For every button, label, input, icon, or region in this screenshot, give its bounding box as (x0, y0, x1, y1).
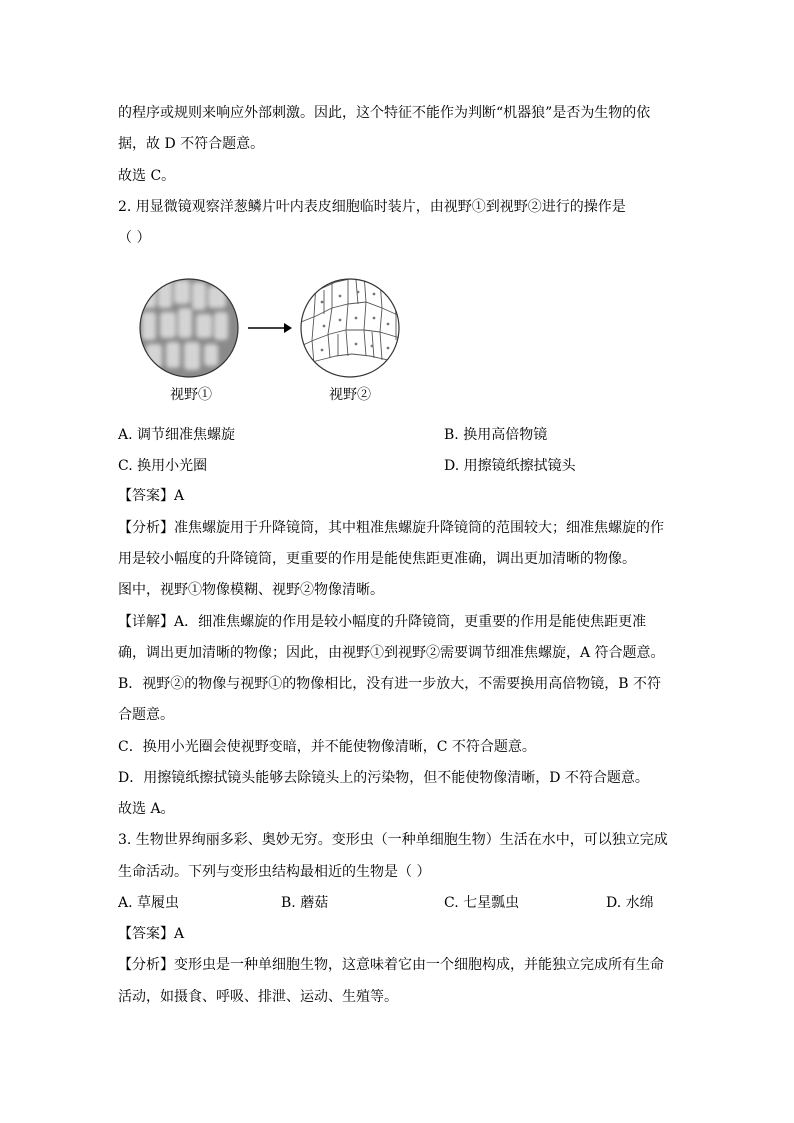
microscope-figure (118, 260, 538, 410)
q3-analysis-2: 活动，如摄食、呼吸、排泄、运动、生殖等。 (118, 989, 398, 1005)
q2-option-a: A. 调节细准焦螺旋 (118, 427, 236, 443)
question-2-stem: 2. 用显微镜观察洋葱鳞片叶内表皮细胞临时装片，由视野①到视野②进行的操作是 (118, 199, 626, 215)
q3-option-c: C. 七星瓢虫 (444, 895, 520, 911)
view-2-caption: 视野② (329, 387, 371, 403)
view-2-clear-cells (301, 274, 400, 377)
q2-option-b: B. 换用高倍物镜 (444, 427, 548, 443)
q2-analysis-1: 【分析】准焦螺旋用于升降镜筒，其中粗准焦螺旋升降镜筒的范围较大；细准焦螺旋的作 (118, 520, 664, 536)
arrow-icon (248, 323, 292, 333)
question-2-bracket: （ ） (118, 230, 151, 246)
q3-answer: 【答案】A (118, 926, 185, 942)
question-3-stem-1: 3. 生物世界绚丽多彩、奥妙无穷。变形虫（一种单细胞生物）生活在水中，可以独立完成 (118, 832, 668, 848)
q2-option-c: C. 换用小光圈 (118, 458, 208, 474)
q2-detail-5: C．换用小光圈会使视野变暗，并不能使物像清晰，C 不符合题意。 (118, 739, 536, 755)
q2-analysis-3: 图中，视野①物像模糊、视野②物像清晰。 (118, 582, 384, 598)
q3-option-d: D. 水绵 (606, 895, 654, 911)
view-1-caption: 视野① (170, 387, 212, 403)
q2-answer: 【答案】A (118, 488, 185, 504)
view-1-blurry-cells (140, 278, 238, 377)
q2-option-d: D. 用擦镜纸擦拭镜头 (444, 458, 576, 474)
q2-analysis-2: 用是较小幅度的升降镜筒，更重要的作用是能使焦距更准确，调出更加清晰的物像。 (118, 551, 636, 567)
q3-option-a: A. 草履虫 (118, 895, 180, 911)
text-line-3: 故选 C。 (118, 168, 176, 184)
text-line-2: 据，故 D 不符合题意。 (118, 136, 265, 152)
question-3-stem-2: 生命活动。下列与变形虫结构最相近的生物是（ ） (118, 864, 431, 880)
q2-select: 故选 A。 (118, 801, 175, 817)
q2-detail-6: D．用擦镜纸擦拭镜头能够去除镜头上的污染物，但不能使物像清晰，D 不符合题意。 (118, 770, 649, 786)
q3-option-b: B. 蘑菇 (281, 895, 329, 911)
q2-detail-4: 合题意。 (118, 707, 174, 723)
text-line-1: 的程序或规则来响应外部刺激。因此，这个特征不能作为判断“机器狼”是否为生物的依 (118, 105, 651, 121)
q3-analysis-1: 【分析】变形虫是一种单细胞生物，这意味着它由一个细胞构成，并能独立完成所有生命 (118, 957, 664, 973)
q2-detail-2: 确，调出更加清晰的物像；因此，由视野①到视野②需要调节细准焦螺旋，A 符合题意。 (118, 645, 665, 661)
q2-detail-1: 【详解】A．细准焦螺旋的作用是较小幅度的升降镜筒，更重要的作用是能使焦距更准 (118, 614, 647, 630)
q2-detail-3: B．视野②的物像与视野①的物像相比，没有进一步放大，不需要换用高倍物镜，B 不符 (118, 676, 662, 692)
